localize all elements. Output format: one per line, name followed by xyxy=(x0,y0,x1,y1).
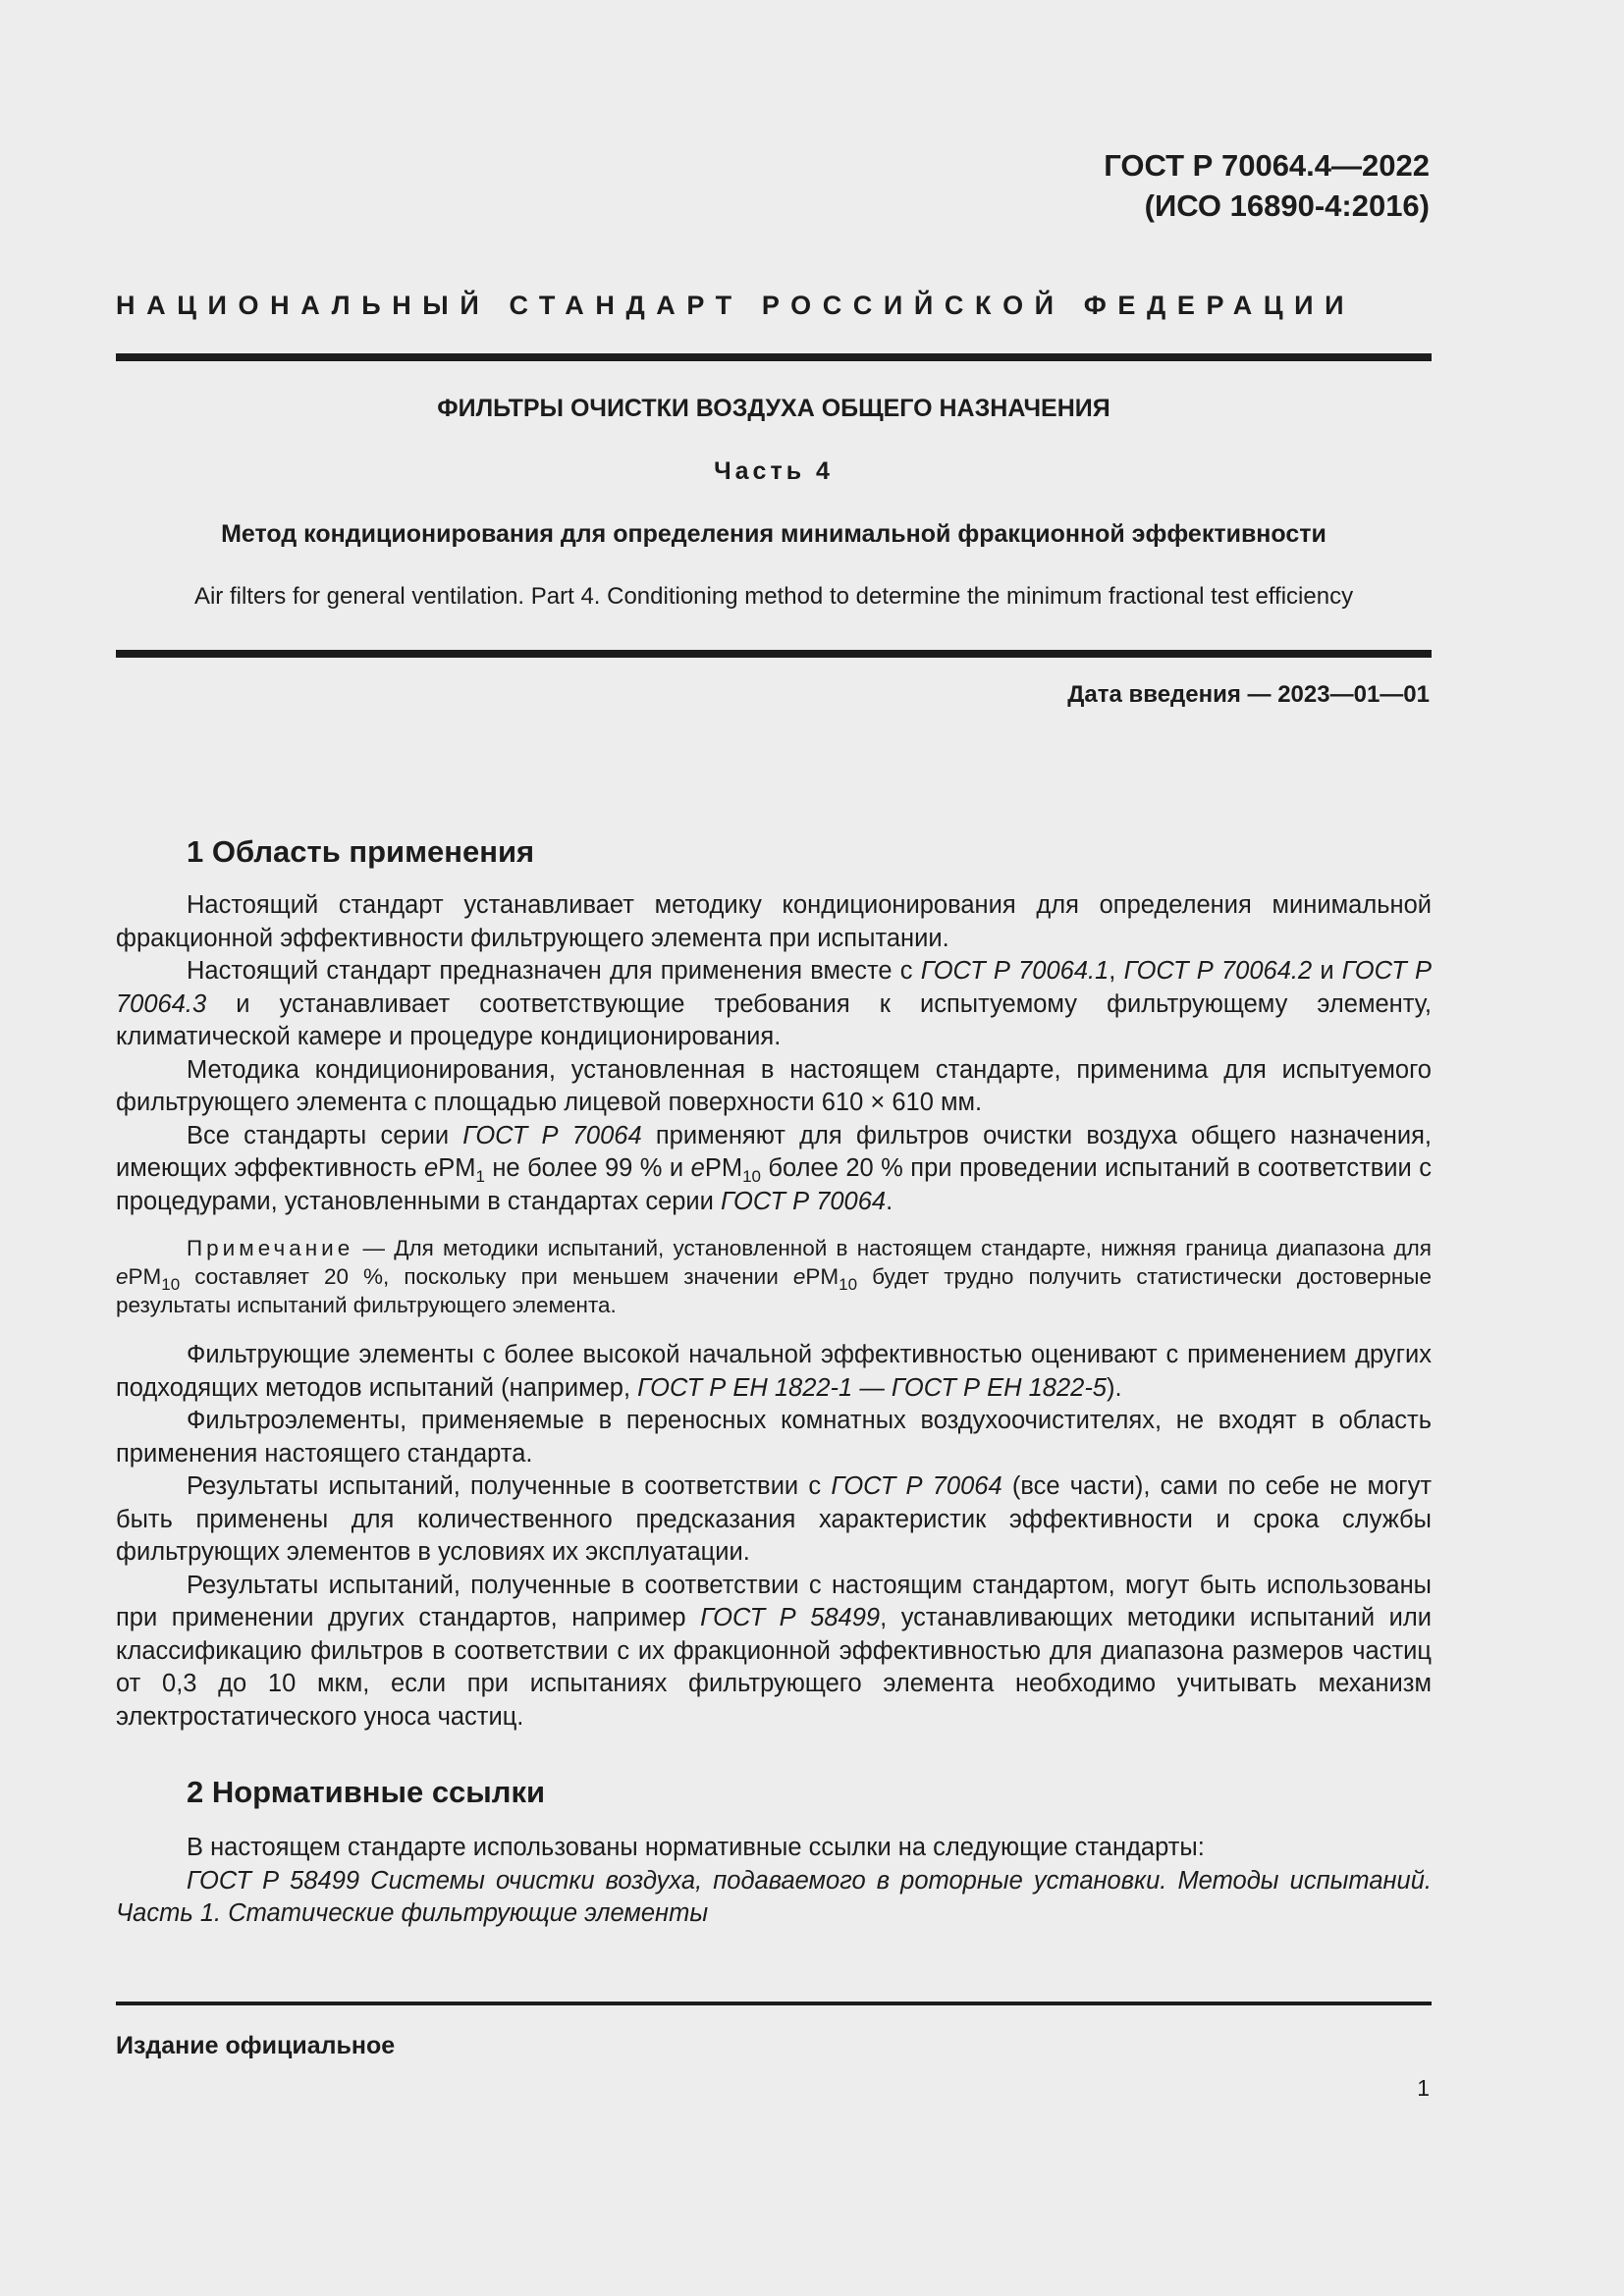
document-title: ФИЛЬТРЫ ОЧИСТКИ ВОЗДУХА ОБЩЕГО НАЗНАЧЕНИЯ xyxy=(437,395,1110,422)
section-2-heading: 2 Нормативные ссылки xyxy=(187,1775,546,1809)
note-paragraph: Примечание — Для методики испытаний, установленной в настоящем стандарте, нижняя граница диапазона для ePM$_{10}$ составляет 20 %, поскольку при меньшем значении ePM$_{10}$ будет трудно получить статистически достоверные результаты испытаний фильтрующего элемента. xyxy=(116,1236,1432,1317)
section-1-body-b xyxy=(116,1339,1432,1734)
paragraph-4: Все стандарты серии ГОСТ Р 70064 применяют для фильтров очистки воздуха общего назначения, имеющих эффективность ePM$_1$ не более 99 % и ePM$_{10}$ более 20 % при проведении испытаний в соответствии с процедурами, установленными в стандартах серии ГОСТ Р 70064. xyxy=(116,1121,1432,1215)
paragraph-3: Методика кондиционирования, установленная в настоящем стандарте, применима для испытуемого фильтрующего элемента с площадью лицевой поверхности 610 × 610 мм. xyxy=(116,1055,1432,1116)
introduction-date: Дата введения — 2023—01—01 xyxy=(1067,681,1430,708)
page-number: 1 xyxy=(1417,2075,1430,2101)
section-1-body-a xyxy=(116,889,1432,1218)
paragraph-2: Настоящий стандарт предназначен для применения вместе с ГОСТ Р 70064.1, ГОСТ Р 70064.2 и ГОСТ Р 70064.3 и устанавливает соответствующие требования к испытуемому фильтрующему элементу, климатической камере и процедуре кондиционирования. xyxy=(116,957,1432,1050)
section-1-heading: 1 Область применения xyxy=(187,834,535,869)
paragraph-normative-intro: В настоящем стандарте использованы нормативные ссылки на следующие стандарты: xyxy=(187,1834,1205,1861)
section-2-body xyxy=(116,1832,1432,1931)
document-subtitle: Метод кондиционирования для определения минимальной фракционной эффективности xyxy=(221,520,1326,548)
standard-number-line-2: (ИСО 16890-4:2016) xyxy=(1144,188,1430,223)
standard-number-line-1: ГОСТ Р 70064.4—2022 xyxy=(1104,148,1430,183)
paragraph-6: Фильтроэлементы, применяемые в переносных комнатных воздухоочистителях, не входят в область применения настоящего стандарта. xyxy=(116,1407,1432,1468)
paragraph-7: Результаты испытаний, полученные в соответствии с ГОСТ Р 70064 (все части), сами по себе не могут быть применены для количественного предсказания характеристик эффективности и срока службы фильтрующих элементов в условиях их эксплуатации. xyxy=(116,1472,1433,1566)
standard-reference: ГОСТ Р 70064.1 xyxy=(920,957,1110,985)
standard-reference: ГОСТ Р 70064.2 xyxy=(1123,957,1313,985)
paragraph-8: Результаты испытаний, полученные в соответствии с настоящим стандартом, могут быть использованы при применении других стандартов, например ГОСТ Р 58499, устанавливающих методики испытаний или классификацию фильтров в соответствии с их фракционной эффективностью для диапазона размеров частиц от 0,3 до 10 мкм, если при испытаниях фильтрующего элемента необходимо учитывать механизм электростатического уноса частиц. xyxy=(116,1571,1433,1731)
standard-reference: ГОСТ Р ЕН 1822-1 — ГОСТ Р ЕН 1822-5 xyxy=(637,1373,1107,1402)
national-standard-header: НАЦИОНАЛЬНЫЙ СТАНДАРТ РОССИЙСКОЙ ФЕДЕРАЦИИ xyxy=(116,291,1356,320)
paragraph-1: Настоящий стандарт устанавливает методику кондиционирования для определения минимальной фракционной эффективности фильтрующего элемента при испытании. xyxy=(116,891,1432,952)
footer-rule xyxy=(116,2002,1432,2005)
english-title: Air filters for general ventilation. Part 4. Conditioning method to determine the minimum fractional test efficiency xyxy=(193,583,1354,610)
standard-reference: ГОСТ Р 70064 xyxy=(721,1187,887,1215)
top-rule xyxy=(116,353,1432,361)
standard-reference: ГОСТ Р 70064.3 xyxy=(116,957,1432,1018)
standard-reference: ГОСТ Р 70064 xyxy=(831,1472,1002,1500)
note-label: Примечание xyxy=(187,1236,354,1260)
standard-reference: ГОСТ Р 70064 xyxy=(462,1121,642,1149)
part-label: Часть 4 xyxy=(714,457,834,485)
normative-reference-item: ГОСТ Р 58499 Системы очистки воздуха, подаваемого в роторные установки. Методы испытаний. Часть 1. Статические фильтрующие элементы xyxy=(116,1866,1432,1927)
standard-reference: ГОСТ Р 58499 xyxy=(700,1604,881,1631)
standard-number xyxy=(742,145,1430,226)
paragraph-5: Фильтрующие элементы с более высокой начальной эффективностью оценивают с применением других подходящих методов испытаний (например, ГОСТ Р ЕН 1822-1 — ГОСТ Р ЕН 1822-5). xyxy=(116,1341,1432,1402)
edition-label: Издание официальное xyxy=(116,2032,396,2059)
title-rule xyxy=(116,650,1432,658)
note-block xyxy=(116,1234,1432,1319)
